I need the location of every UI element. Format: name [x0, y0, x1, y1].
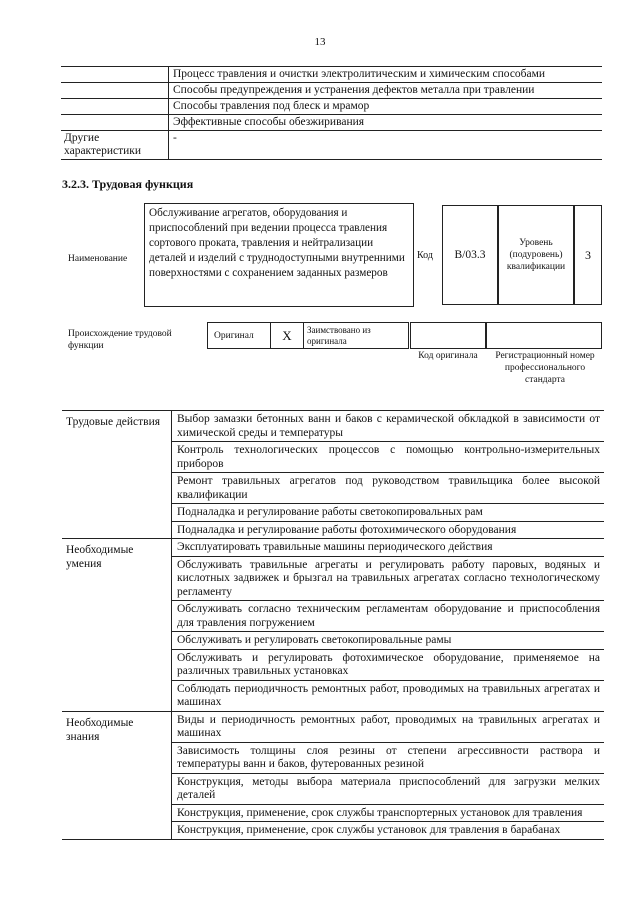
list-item: Конструкция, методы выбора материала приспособлений для загрузки мелких деталей [172, 774, 604, 805]
row-label [61, 83, 169, 98]
table-row [61, 115, 602, 131]
origin-borrowed: Заимствовано из оригинала [307, 325, 371, 346]
main-table [62, 410, 604, 840]
code-original-cell [410, 322, 486, 349]
list-item: Обслуживать и регулировать светокопировальные рамы [172, 632, 604, 650]
name-label: Наименование [68, 254, 128, 264]
group-label: Трудовые действия [62, 411, 172, 538]
group-knowledge [62, 712, 604, 840]
list-item: Конструкция, применение, срок службы транспортерных установок для травления [172, 805, 604, 823]
list-item: Контроль технологических процессов с помощью контрольно-измерительных приборов [172, 442, 604, 473]
list-item: Обслуживать и регулировать фотохимическое оборудование, применяемое на различных травильных установках [172, 650, 604, 681]
row-value: Способы травления под блеск и мрамор [173, 100, 370, 112]
row-label [61, 67, 169, 82]
group-label: Необходимые умения [62, 539, 172, 711]
origin-original: Оригинал [208, 323, 271, 348]
list-item: Подналадка и регулирование работы фотохимического оборудования [177, 523, 517, 536]
reg-number-cell [486, 322, 602, 349]
row-label [61, 115, 169, 130]
list-item: Выбор замазки бетонных ванн и баков с керамической обкладкой в зависимости от химической среды и температуры [172, 411, 604, 442]
code-original-label: Код оригинала [418, 351, 478, 361]
row-value: Способы предупреждения и устранения дефектов металла при травлении [173, 84, 535, 96]
page-number: 13 [314, 36, 326, 48]
table-row [61, 99, 602, 115]
reg-number-label: Регистрационный номер профессионального стандарта [495, 351, 595, 385]
list-item: Эксплуатировать травильные машины периодического действия [172, 539, 604, 557]
row-value: Эффективные способы обезжиривания [173, 116, 365, 128]
row-label [61, 99, 169, 114]
list-item: Конструкция, применение, срок службы установок для травления в барабанах [177, 824, 561, 836]
list-item: Обслуживать согласно техническим регламентам оборудование и приспособления для травления погружением [172, 601, 604, 632]
list-item: Соблюдать периодичность ремонтных работ, проводимых на травильных агрегатах и машинах [177, 682, 600, 708]
table-row [61, 83, 602, 99]
origin-label: Происхождение трудовой функции [68, 329, 172, 351]
section-title: 3.2.3. Трудовая функция [62, 177, 194, 191]
list-item: Обслуживать травильные агрегаты и регулировать работу паровых, водяных и кислотных задвижек и брызгал на травильных агрегатах согласно технологическому регламенту [172, 557, 604, 602]
level-value: 3 [574, 205, 602, 305]
group-label: Необходимые знания [62, 712, 172, 839]
code-label: Код [417, 250, 433, 261]
group-skills [62, 539, 604, 712]
level-label: Уровень (подуровень) квалификации [498, 205, 574, 305]
list-item: Подналадка и регулирование работы светокопировальных рам [172, 504, 604, 522]
list-item: Ремонт травильных агрегатов под руководством травильщика более высокой квалификации [172, 473, 604, 504]
row-value: Процесс травления и очистки электролитическим и химическим способами [173, 68, 546, 80]
table-row [61, 131, 602, 160]
list-item: Зависимость толщины слоя резины от степени агрессивности раствора и температуры ванн и баков, футерованных резиной [172, 743, 604, 774]
row-value: - [173, 132, 177, 144]
code-value: В/03.3 [442, 205, 498, 305]
table-row [61, 66, 602, 83]
origin-mark: X [271, 323, 304, 348]
row-label: Другие характеристики [61, 131, 169, 159]
list-item: Виды и периодичность ремонтных работ, проводимых на травильных агрегатах и машинах [172, 712, 604, 743]
name-value: Обслуживание агрегатов, оборудования и приспособлений при ведении процесса травления сортового проката, травления и нейтрализации деталей и изделий с труднодоступными внутренними поверхностями с сохранением заданных размеров [144, 203, 414, 307]
top-table [61, 66, 602, 160]
group-labor-actions [62, 411, 604, 539]
origin-box [207, 322, 409, 349]
